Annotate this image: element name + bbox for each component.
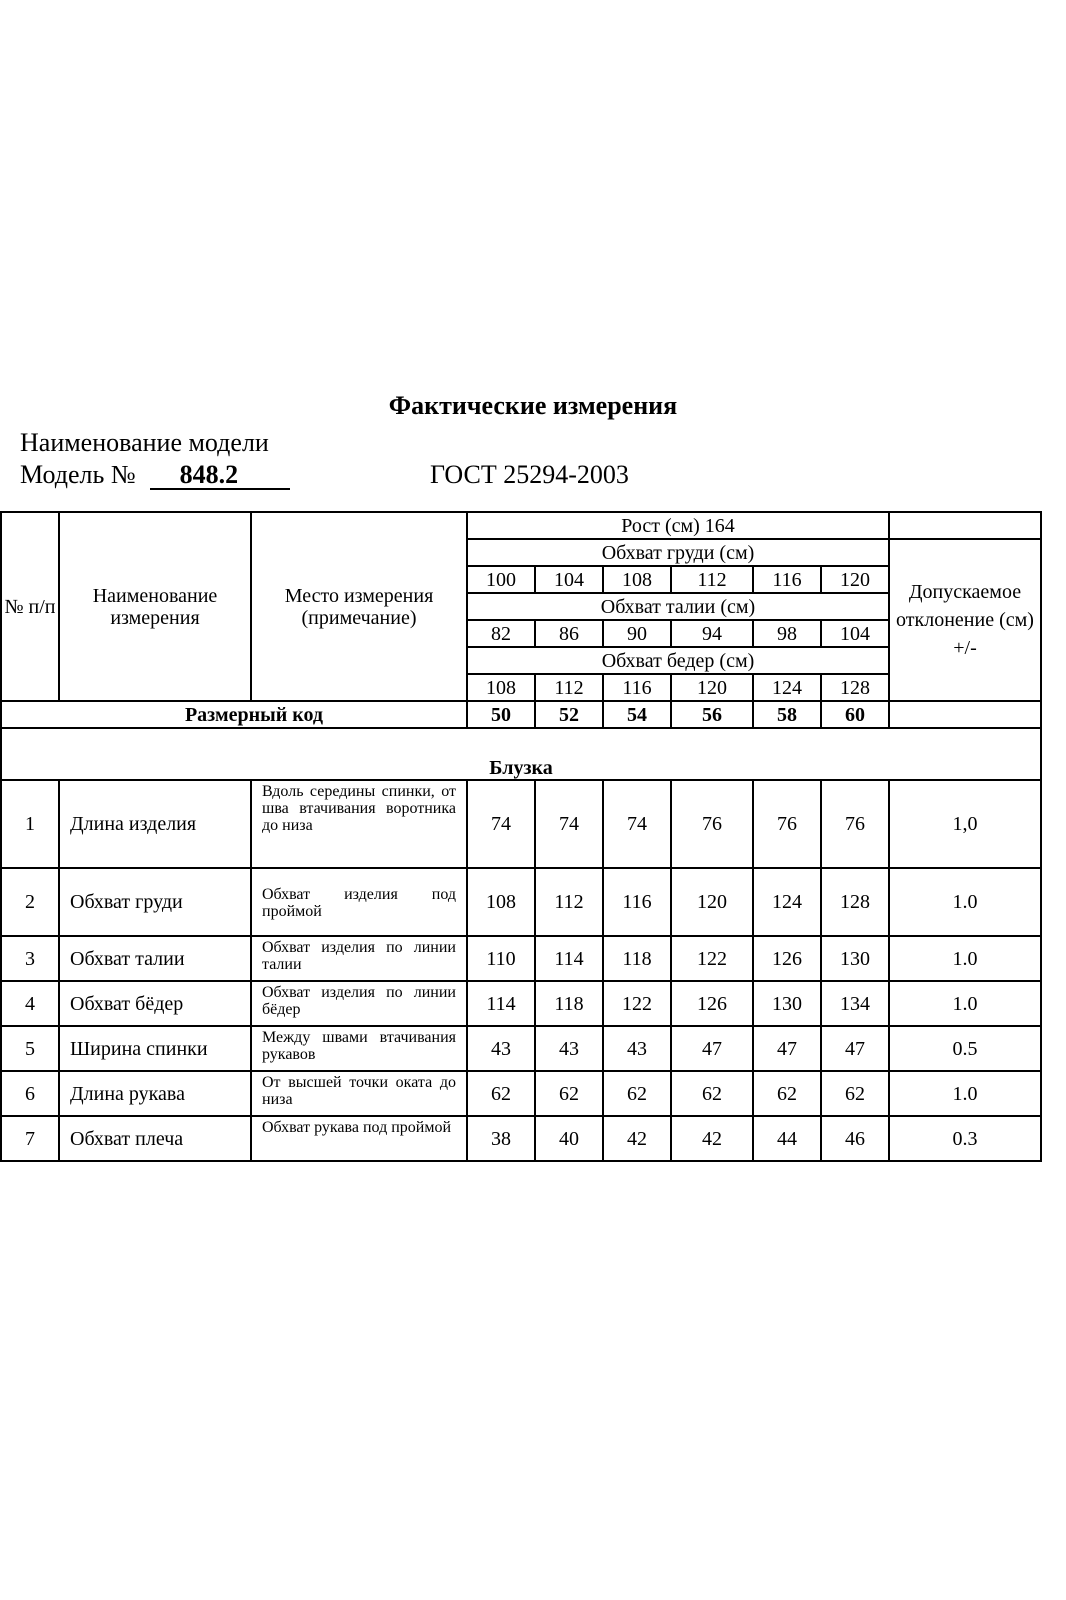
row-note: Вдоль середины спинки, от шва втачивания воротника до низа <box>251 780 467 868</box>
size-code-row <box>1 701 1041 728</box>
chest-value: 108 <box>603 566 671 593</box>
row-value: 108 <box>467 868 535 936</box>
row-value: 126 <box>671 981 753 1026</box>
chest-value: 116 <box>753 566 821 593</box>
row-value: 130 <box>821 936 889 981</box>
row-value: 46 <box>821 1116 889 1161</box>
hips-value: 116 <box>603 674 671 701</box>
size-code: 52 <box>535 701 603 728</box>
row-value: 62 <box>671 1071 753 1116</box>
chest-value: 104 <box>535 566 603 593</box>
row-note: От высшей точки оката до низа <box>251 1071 467 1116</box>
row-value: 43 <box>535 1026 603 1071</box>
row-note: Обхват изделия по линии бёдер <box>251 981 467 1026</box>
row-value: 120 <box>671 868 753 936</box>
row-name: Длина изделия <box>59 780 251 868</box>
model-number: 848.2 <box>150 462 290 490</box>
row-value: 112 <box>535 868 603 936</box>
row-value: 122 <box>671 936 753 981</box>
row-tolerance: 1,0 <box>889 780 1041 868</box>
row-value: 124 <box>753 868 821 936</box>
row-value: 126 <box>753 936 821 981</box>
row-value: 130 <box>753 981 821 1026</box>
header-row-height <box>1 512 1041 539</box>
row-value: 116 <box>603 868 671 936</box>
hips-value: 120 <box>671 674 753 701</box>
table-row <box>1 936 1041 981</box>
waist-value: 94 <box>671 620 753 647</box>
row-value: 40 <box>535 1116 603 1161</box>
row-name: Длина рукава <box>59 1071 251 1116</box>
hips-value: 124 <box>753 674 821 701</box>
model-label: Модель № <box>20 460 136 489</box>
row-value: 62 <box>603 1071 671 1116</box>
header-waist: Обхват талии (см) <box>467 593 889 620</box>
row-number: 5 <box>1 1026 59 1071</box>
row-value: 76 <box>753 780 821 868</box>
row-number: 7 <box>1 1116 59 1161</box>
row-number: 3 <box>1 936 59 981</box>
row-note: Обхват изделия под проймой <box>251 868 467 936</box>
row-tolerance: 1.0 <box>889 1071 1041 1116</box>
table-row <box>1 1116 1041 1161</box>
size-code: 56 <box>671 701 753 728</box>
hips-value: 108 <box>467 674 535 701</box>
row-tolerance: 1.0 <box>889 981 1041 1026</box>
row-value: 114 <box>467 981 535 1026</box>
table-row <box>1 1026 1041 1071</box>
waist-value: 104 <box>821 620 889 647</box>
size-code: 54 <box>603 701 671 728</box>
row-value: 62 <box>535 1071 603 1116</box>
header-num: № п/п <box>1 512 59 701</box>
row-name: Обхват груди <box>59 868 251 936</box>
row-number: 2 <box>1 868 59 936</box>
row-value: 134 <box>821 981 889 1026</box>
size-code-label: Размерный код <box>1 701 467 728</box>
row-value: 74 <box>467 780 535 868</box>
row-value: 76 <box>671 780 753 868</box>
waist-value: 86 <box>535 620 603 647</box>
model-name-label: Наименование модели <box>20 428 269 457</box>
row-value: 43 <box>467 1026 535 1071</box>
section-title: Блузка <box>1 728 1041 780</box>
row-value: 118 <box>535 981 603 1026</box>
size-code-empty <box>889 701 1041 728</box>
row-value: 62 <box>753 1071 821 1116</box>
row-value: 76 <box>821 780 889 868</box>
header-name: Наименование измерения <box>59 512 251 701</box>
chest-value: 120 <box>821 566 889 593</box>
row-value: 42 <box>671 1116 753 1161</box>
row-value: 128 <box>821 868 889 936</box>
row-name: Обхват талии <box>59 936 251 981</box>
header-place: Место измерения (примечание) <box>251 512 467 701</box>
row-note: Между швами втачивания рукавов <box>251 1026 467 1071</box>
row-value: 74 <box>535 780 603 868</box>
measurements-table <box>0 511 1042 1162</box>
row-number: 6 <box>1 1071 59 1116</box>
hips-value: 112 <box>535 674 603 701</box>
document-title: Фактические измерения <box>388 391 678 420</box>
row-value: 110 <box>467 936 535 981</box>
header-tolerance-top <box>889 512 1041 539</box>
size-code: 60 <box>821 701 889 728</box>
size-code: 50 <box>467 701 535 728</box>
row-value: 42 <box>603 1116 671 1161</box>
waist-value: 90 <box>603 620 671 647</box>
gost-standard: ГОСТ 25294-2003 <box>430 460 629 489</box>
row-name: Ширина спинки <box>59 1026 251 1071</box>
size-code: 58 <box>753 701 821 728</box>
row-tolerance: 0.3 <box>889 1116 1041 1161</box>
hips-value: 128 <box>821 674 889 701</box>
row-note: Обхват изделия по линии талии <box>251 936 467 981</box>
row-name: Обхват бёдер <box>59 981 251 1026</box>
row-number: 4 <box>1 981 59 1026</box>
header-hips: Обхват бедер (см) <box>467 647 889 674</box>
header-tolerance: Допускаемое отклонение (см) +/- <box>889 539 1041 701</box>
header-chest: Обхват груди (см) <box>467 539 889 566</box>
model-line <box>20 460 290 490</box>
waist-value: 98 <box>753 620 821 647</box>
row-value: 62 <box>467 1071 535 1116</box>
row-value: 47 <box>753 1026 821 1071</box>
chest-value: 100 <box>467 566 535 593</box>
row-value: 114 <box>535 936 603 981</box>
waist-value: 82 <box>467 620 535 647</box>
row-tolerance: 1.0 <box>889 868 1041 936</box>
row-note: Обхват рукава под проймой <box>251 1116 467 1161</box>
table-row <box>1 981 1041 1026</box>
row-value: 47 <box>671 1026 753 1071</box>
row-value: 74 <box>603 780 671 868</box>
row-value: 118 <box>603 936 671 981</box>
section-row <box>1 728 1041 780</box>
chest-value: 112 <box>671 566 753 593</box>
table-row <box>1 868 1041 936</box>
row-tolerance: 0.5 <box>889 1026 1041 1071</box>
header-height: Рост (см) 164 <box>467 512 889 539</box>
row-value: 38 <box>467 1116 535 1161</box>
row-value: 62 <box>821 1071 889 1116</box>
row-name: Обхват плеча <box>59 1116 251 1161</box>
row-value: 47 <box>821 1026 889 1071</box>
table-row <box>1 780 1041 868</box>
table-row <box>1 1071 1041 1116</box>
row-value: 43 <box>603 1026 671 1071</box>
row-number: 1 <box>1 780 59 868</box>
row-value: 44 <box>753 1116 821 1161</box>
row-value: 122 <box>603 981 671 1026</box>
row-tolerance: 1.0 <box>889 936 1041 981</box>
